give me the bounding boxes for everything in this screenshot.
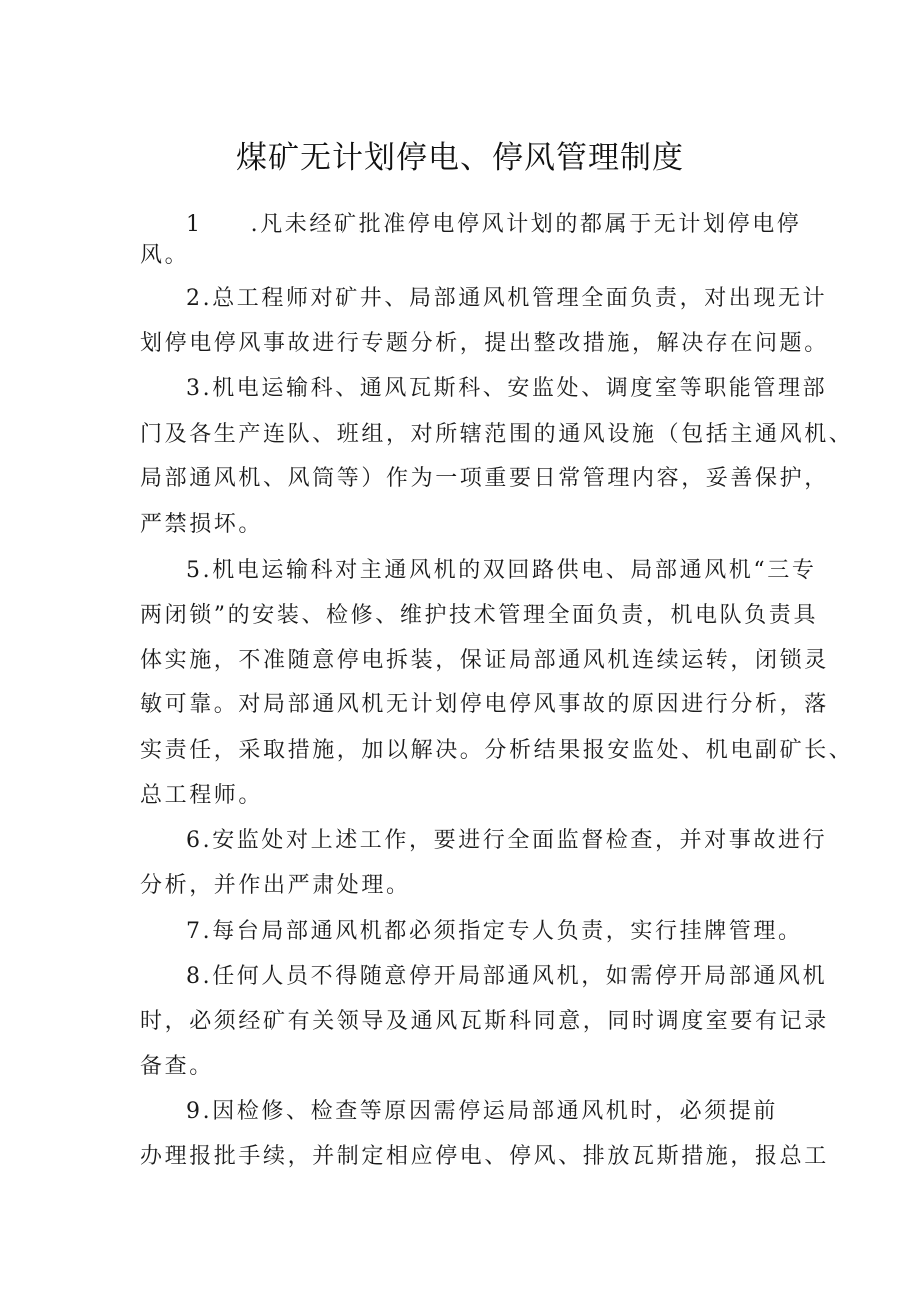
item-1-line-2: 风。 xyxy=(140,243,190,268)
item-1-number: 1 xyxy=(186,212,203,237)
item-5-line-3: 体实施，不准随意停电拆装，保证局部通风机连续运转，闭锁灵 xyxy=(140,648,829,673)
item-3-line-4: 严禁损坏。 xyxy=(140,512,264,537)
item-8-line-1: 8.任何人员不得随意停开局部通风机，如需停开局部通风机 xyxy=(186,964,828,989)
item-2-line-1: 2.总工程师对矿井、局部通风机管理全面负责，对出现无计 xyxy=(186,286,828,311)
item-1-text: .凡未经矿批准停电停风计划的都属于无计划停电停 xyxy=(250,212,802,237)
item-6-line-1: 6.安监处对上述工作，要进行全面监督检查，并对事故进行 xyxy=(186,828,828,853)
item-3-line-1: 3.机电运输科、通风瓦斯科、安监处、调度室等职能管理部 xyxy=(186,376,828,401)
item-9-line-1: 9.因检修、检查等原因需停运局部通风机时，必须提前 xyxy=(186,1099,778,1124)
item-3-line-2: 门及各生产连队、班组，对所辖范围的通风设施（包括主通风机、 xyxy=(140,422,854,447)
item-5-line-4: 敏可靠。对局部通风机无计划停电停风事故的原因进行分析，落 xyxy=(140,692,829,717)
item-9-line-2: 办理报批手续，并制定相应停电、停风、排放瓦斯措施，报总工 xyxy=(140,1144,829,1169)
item-3-line-3: 局部通风机、风筒等）作为一项重要日常管理内容，妥善保护， xyxy=(140,466,829,491)
item-8-line-2: 时，必须经矿有关领导及通风瓦斯科同意，同时调度室要有记录 xyxy=(140,1009,829,1034)
item-5-line-1: 5.机电运输科对主通风机的双回路供电、局部通风机“三专 xyxy=(186,558,817,583)
document-title: 煤矿无计划停电、停风管理制度 xyxy=(236,140,684,176)
item-6-line-2: 分析，并作出严肃处理。 xyxy=(140,873,411,898)
item-7-line-1: 7.每台局部通风机都必须指定专人负责，实行挂牌管理。 xyxy=(186,919,803,944)
item-2-line-2: 划停电停风事故进行专题分析，提出整改措施，解决存在问题。 xyxy=(140,331,829,356)
item-1-line-1 xyxy=(186,210,801,240)
item-5-line-6: 总工程师。 xyxy=(140,783,264,808)
item-8-line-3: 备查。 xyxy=(140,1054,214,1079)
item-5-line-2: 两闭锁”的安装、检修、维护技术管理全面负责，机电队负责具 xyxy=(140,603,819,628)
item-5-line-5: 实责任，采取措施，加以解决。分析结果报安监处、机电副矿长、 xyxy=(140,738,854,763)
